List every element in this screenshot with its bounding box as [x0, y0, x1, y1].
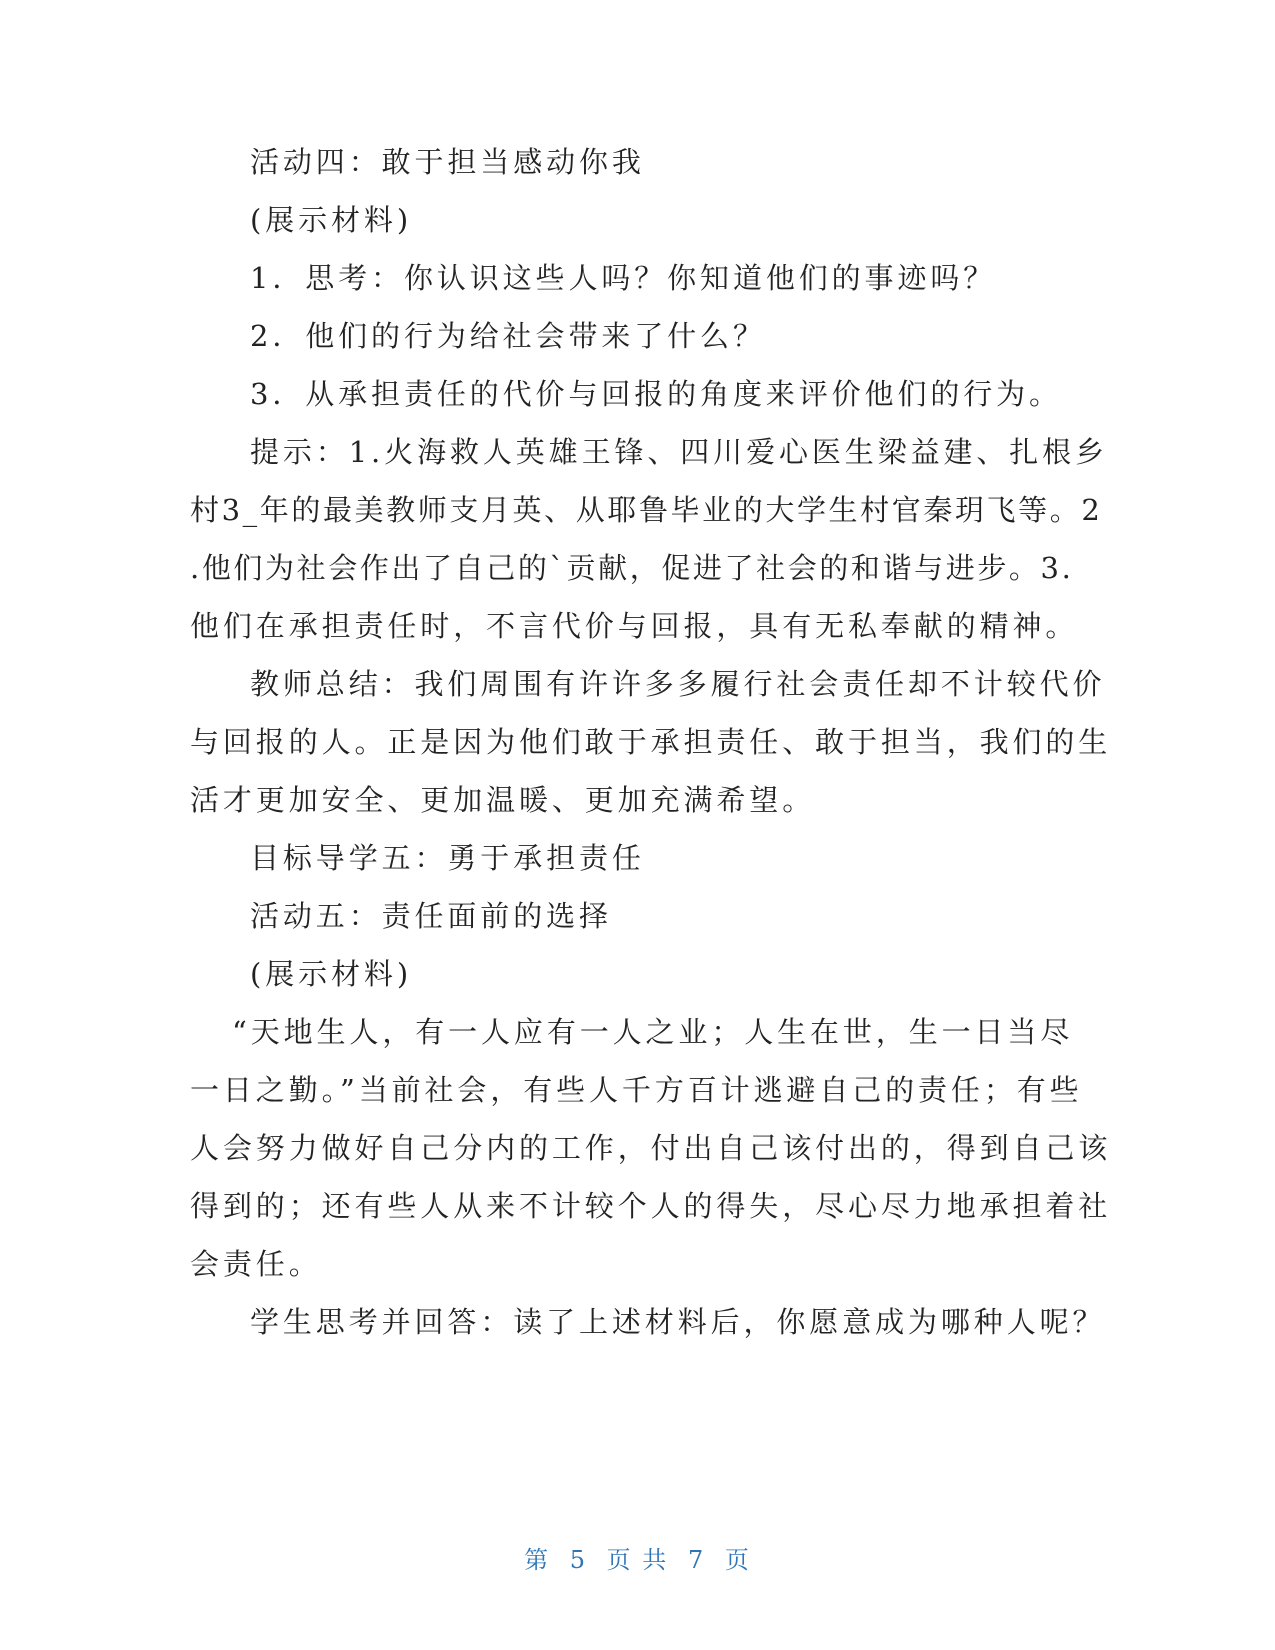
quote-line-1: “天地生人，有一人应有一人之业；人生在世，生一日当尽 [232, 1015, 1074, 1049]
question-three: 3．从承担责任的代价与回报的角度来评价他们的行为。 [250, 377, 1062, 411]
teacher-summary-line-3: 活才更加安全、更加温暖、更加充满希望。 [190, 783, 816, 817]
activity-five-heading: 活动五：责任面前的选择 [250, 899, 612, 933]
footer-label-before: 第 [524, 1546, 551, 1574]
show-material-label-2: (展示材料) [250, 957, 413, 991]
teacher-summary-line-2: 与回报的人。正是因为他们敢于承担责任、敢于担当，我们的生 [190, 725, 1112, 759]
quote-line-2: 一日之勤。”当前社会，有些人千方百计逃避自己的责任；有些 [190, 1073, 1083, 1107]
footer-current-page: 5 [569, 1546, 588, 1574]
teacher-summary-line-1: 教师总结：我们周围有许许多多履行社会责任却不计较代价 [250, 667, 1106, 701]
footer-label-middle: 页 共 [606, 1546, 669, 1574]
goal-five-heading: 目标导学五：勇于承担责任 [250, 841, 645, 875]
activity-four-heading: 活动四：敢于担当感动你我 [250, 145, 645, 179]
hint-line-3: .他们为社会作出了自己的`贡献，促进了社会的和谐与进步。3. [190, 551, 1074, 585]
page-footer [0, 1548, 1275, 1572]
question-two: 2．他们的行为给社会带来了什么？ [250, 319, 766, 353]
quote-line-3: 人会努力做好自己分内的工作，付出自己该付出的，得到自己该 [190, 1131, 1112, 1165]
footer-total-pages: 7 [687, 1546, 706, 1574]
hint-line-2: 村3_年的最美教师支月英、从耶鲁毕业的大学生村官秦玥飞等。2 [190, 493, 1103, 527]
hint-line-4: 他们在承担责任时，不言代价与回报，具有无私奉献的精神。 [190, 609, 1079, 643]
hint-line-1: 提示：1.火海救人英雄王锋、四川爱心医生梁益建、扎根乡 [250, 435, 1108, 469]
quote-line-5: 会责任。 [190, 1247, 322, 1281]
footer-label-after: 页 [724, 1546, 751, 1574]
student-question: 学生思考并回答：读了上述材料后，你愿意成为哪种人呢？ [250, 1305, 1106, 1339]
quote-line-4: 得到的；还有些人从来不计较个人的得失，尽心尽力地承担着社 [190, 1189, 1112, 1223]
question-one: 1．思考：你认识这些人吗？你知道他们的事迹吗？ [250, 261, 997, 295]
show-material-label: (展示材料) [250, 203, 413, 237]
